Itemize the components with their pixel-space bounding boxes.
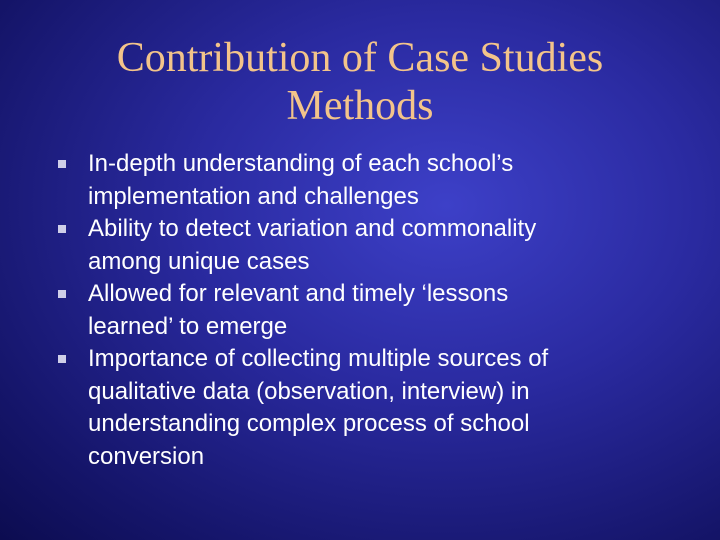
- bullet-text-line: Importance of collecting multiple sources of: [88, 345, 549, 372]
- square-bullet-icon: [58, 355, 66, 363]
- bullet-text-line: Ability to detect variation and commonality: [88, 215, 537, 242]
- slide-title: [0, 34, 720, 130]
- bullet-list: [58, 148, 678, 473]
- bullet-text-line: implementation and challenges: [88, 182, 419, 210]
- bullet-text-line: among unique cases: [88, 247, 310, 275]
- bullet-text-line: qualitative data (observation, interview) in: [88, 377, 530, 405]
- bullet-text-line: Allowed for relevant and timely ‘lessons: [88, 280, 509, 307]
- bullet-item: [58, 148, 678, 213]
- slide-title-line-2: Methods: [286, 83, 434, 129]
- bullet-item: [58, 213, 678, 278]
- bullet-text-line: learned’ to emerge: [88, 312, 288, 340]
- bullet-item: [58, 343, 678, 473]
- slide-title-line-1: Contribution of Case Studies: [116, 35, 604, 81]
- square-bullet-icon: [58, 290, 66, 298]
- bullet-text-line: understanding complex process of school: [88, 410, 530, 437]
- bullet-text-line: In-depth understanding of each school’s: [88, 150, 514, 177]
- square-bullet-icon: [58, 160, 66, 168]
- square-bullet-icon: [58, 225, 66, 233]
- bullet-text-line: conversion: [88, 442, 205, 470]
- bullet-item: [58, 278, 678, 343]
